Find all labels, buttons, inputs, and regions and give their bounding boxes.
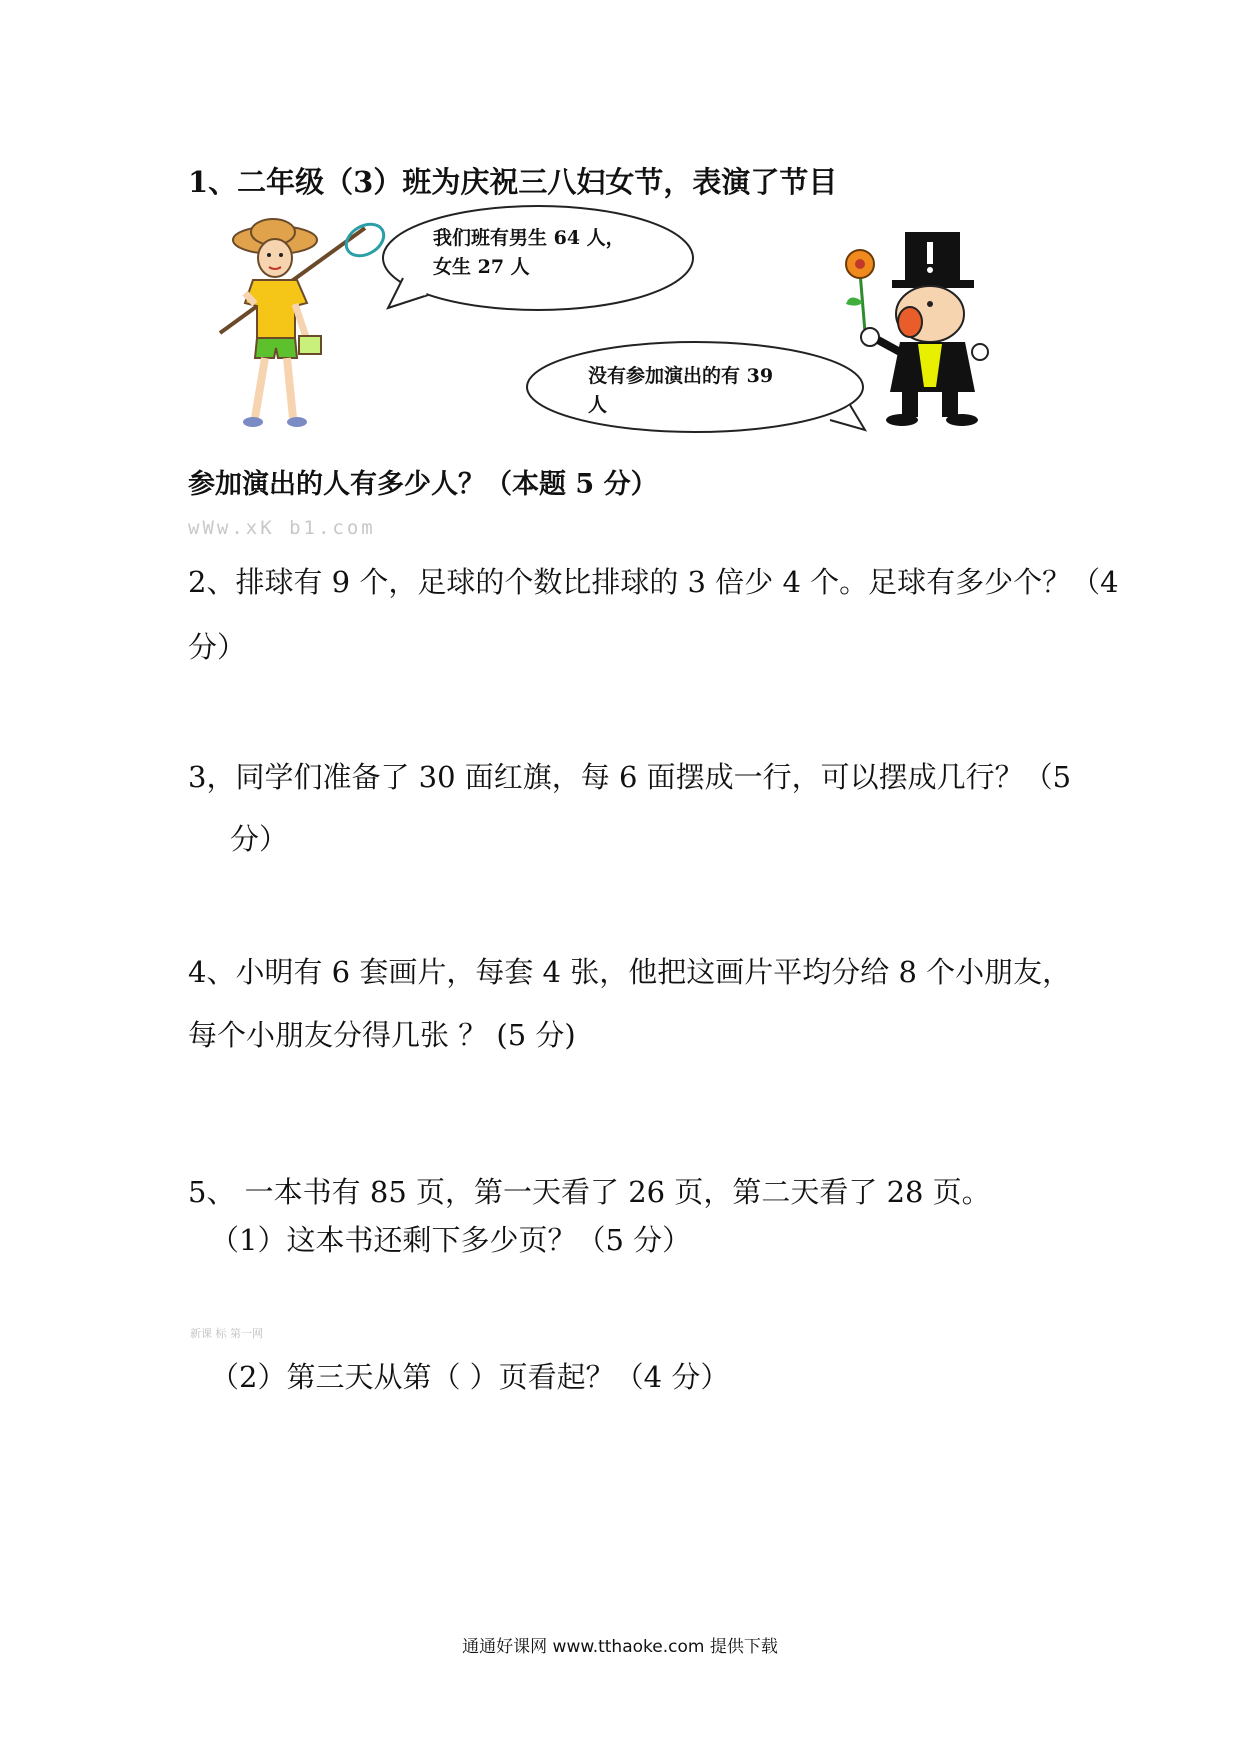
bubble-girl-line-1: 我们班有男生 64 人， — [433, 227, 625, 249]
question-1-ask: 参加演出的人有多少人？（本题 5 分） — [188, 469, 658, 500]
watermark-top: wWw.xK b1.com — [188, 517, 376, 539]
question-2-line-1: 2、排球有 9 个，足球的个数比排球的 3 倍少 4 个。足球有多少个？（4 — [188, 565, 1119, 599]
question-5-line-1: 5、 一本书有 85 页，第一天看了 26 页，第二天看了 28 页。 — [188, 1175, 991, 1209]
question-5-sub-2: （2）第三天从第（ ）页看起？（4 分） — [210, 1360, 730, 1394]
question-3-line-2: 分） — [230, 822, 289, 856]
watermark-mid: 新课 标 第一网 — [190, 1327, 263, 1340]
question-1-title: 1、二年级（3）班为庆祝三八妇女节，表演了节目 — [188, 165, 838, 199]
bubble-man-line-1: 没有参加演出的有 39 — [588, 365, 774, 387]
question-4-line-2: 每个小朋友分得几张 ？ (5 分) — [188, 1018, 576, 1052]
bubble-man-line-2: 人 — [588, 394, 608, 417]
question-4-line-1: 4、小明有 6 套画片，每套 4 张，他把这画片平均分给 8 个小朋友， — [188, 955, 1072, 989]
page-footer: 通通好课网 www.tthaoke.com 提供下载 — [462, 1637, 778, 1657]
bubble-girl-line-2: 女生 27 人 — [433, 256, 530, 279]
man-illustration — [830, 232, 1010, 432]
question-3-line-1: 3，同学们准备了 30 面红旗，每 6 面摆成一行，可以摆成几行？（5 — [188, 760, 1072, 794]
question-5-sub-1: （1）这本书还剩下多少页？（5 分） — [210, 1223, 692, 1257]
girl-illustration — [215, 218, 385, 438]
bubble-girl-text — [433, 224, 625, 283]
bubble-man-text — [588, 362, 773, 421]
question-2-line-2: 分） — [188, 630, 247, 664]
